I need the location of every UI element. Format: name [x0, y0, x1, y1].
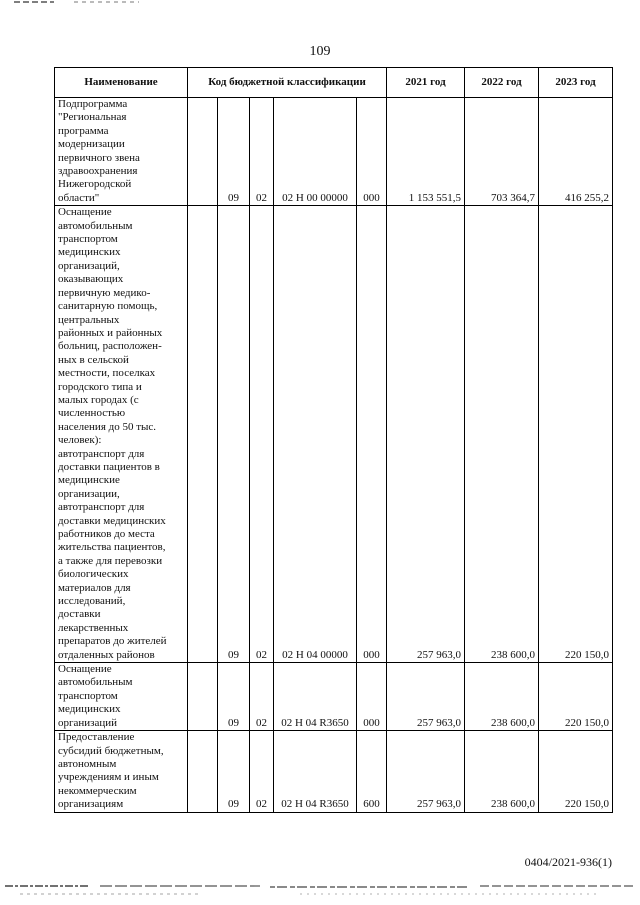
table-header-row: [55, 68, 613, 98]
row-name: [55, 663, 188, 731]
header-2022: 2022 год: [465, 68, 539, 98]
row-name-line: медицинских: [58, 246, 121, 259]
row-name-line: медицинские: [58, 474, 120, 487]
cell-v2022: 238 600,0: [465, 663, 539, 731]
row-name-line: организаций,: [58, 259, 120, 272]
table-row: [55, 206, 613, 663]
row-name-line: а также для перевозки: [58, 554, 163, 567]
row-name-line: транспортом: [58, 689, 118, 702]
row-name-line: местности, поселках: [58, 367, 156, 380]
row-name-line: "Региональная: [58, 111, 127, 124]
row-name-line: материалов для: [58, 581, 131, 594]
cell-c2: 09: [218, 206, 250, 663]
cell-c4: 02 Н 04 00000: [274, 206, 357, 663]
cell-v2021: 257 963,0: [387, 206, 465, 663]
cell-v2023: 220 150,0: [539, 663, 613, 731]
cell-c2: 09: [218, 731, 250, 812]
row-name-line: районных и районных: [58, 326, 163, 339]
cell-c5: 000: [357, 98, 387, 206]
row-name-line: Подпрограмма: [58, 98, 128, 110]
row-name-line: санитарную помощь,: [58, 300, 158, 313]
cell-c3: 02: [250, 206, 274, 663]
row-name-line: населения до 50 тыс.: [58, 420, 157, 433]
cell-c2: 09: [218, 663, 250, 731]
row-name-line: лекарственных: [58, 621, 129, 634]
row-name-line: человек):: [58, 434, 102, 447]
header-name: Наименование: [55, 68, 188, 98]
cell-c2: 09: [218, 98, 250, 206]
cell-c1: [188, 98, 218, 206]
row-name: [55, 731, 188, 812]
cell-v2022: 703 364,7: [465, 98, 539, 206]
row-name-line: первичного звена: [58, 151, 140, 164]
row-name-line: модернизации: [58, 138, 125, 151]
cell-v2022: 238 600,0: [465, 731, 539, 812]
row-name-line: городского типа и: [58, 380, 142, 393]
table-row: [55, 731, 613, 812]
row-name-line: автотранспорт для: [58, 501, 145, 514]
header-2021: 2021 год: [387, 68, 465, 98]
row-name-line: ных в сельской: [58, 353, 129, 366]
row-name-line: организации,: [58, 487, 120, 500]
row-name-line: Нижегородской: [58, 178, 132, 191]
table-row: [55, 98, 613, 206]
cell-v2021: 257 963,0: [387, 663, 465, 731]
row-name-line: Оснащение: [58, 206, 112, 219]
cell-c4: 02 Н 00 00000: [274, 98, 357, 206]
row-name-line: исследований,: [58, 595, 126, 608]
row-name-line: медицинских: [58, 703, 121, 716]
row-name-line: программа: [58, 124, 109, 137]
row-name-line: жительства пациентов,: [58, 541, 166, 554]
header-2023: 2023 год: [539, 68, 613, 98]
row-name-line: центральных: [58, 313, 120, 326]
row-name-line: доставки: [58, 608, 101, 621]
row-name-line: оказывающих: [58, 273, 124, 286]
cell-c1: [188, 663, 218, 731]
cell-c5: 000: [357, 206, 387, 663]
row-name-line: учреждениям и иным: [58, 771, 159, 784]
cell-v2023: 220 150,0: [539, 731, 613, 812]
row-name-line: области": [58, 191, 100, 204]
cell-c1: [188, 731, 218, 812]
row-name-line: организациям: [58, 798, 124, 811]
row-name-line: некоммерческим: [58, 784, 137, 797]
scan-bottom-artifacts: [0, 880, 640, 900]
row-name-line: доставки пациентов в: [58, 460, 160, 473]
table-row: [55, 663, 613, 731]
row-name-line: субсидий бюджетным,: [58, 744, 164, 757]
cell-v2021: 257 963,0: [387, 731, 465, 812]
row-name-line: автомобильным: [58, 219, 133, 232]
row-name-line: организаций: [58, 716, 118, 729]
cell-c4: 02 Н 04 R3650: [274, 663, 357, 731]
row-name: [55, 98, 188, 206]
row-name-line: биологических: [58, 568, 129, 581]
cell-c5: 600: [357, 731, 387, 812]
row-name-line: автотранспорт для: [58, 447, 145, 460]
cell-c4: 02 Н 04 R3650: [274, 731, 357, 812]
cell-c3: 02: [250, 98, 274, 206]
document-code: 0404/2021-936(1): [524, 855, 612, 869]
row-name-line: транспортом: [58, 233, 118, 246]
page-number: 109: [309, 44, 331, 59]
cell-v2022: 238 600,0: [465, 206, 539, 663]
row-name-line: первичную медико-: [58, 286, 151, 299]
row-name-line: Оснащение: [58, 663, 112, 676]
row-name-line: малых городах (с: [58, 393, 139, 406]
cell-v2023: 416 255,2: [539, 98, 613, 206]
budget-table: [54, 67, 613, 813]
scan-top-mark: [14, 0, 144, 4]
row-name: [55, 206, 188, 663]
header-code: Код бюджетной классификации: [188, 68, 387, 98]
cell-c3: 02: [250, 663, 274, 731]
row-name-line: автомобильным: [58, 676, 133, 689]
row-name-line: больниц, расположен-: [58, 340, 162, 353]
cell-c1: [188, 206, 218, 663]
cell-c3: 02: [250, 731, 274, 812]
row-name-line: работников до места: [58, 528, 155, 540]
cell-v2023: 220 150,0: [539, 206, 613, 663]
cell-c5: 000: [357, 663, 387, 731]
row-name-line: доставки медицинских: [58, 514, 166, 527]
cell-v2021: 1 153 551,5: [387, 98, 465, 206]
row-name-line: препаратов до жителей: [58, 635, 167, 648]
row-name-line: автономным: [58, 757, 117, 770]
row-name-line: численностью: [58, 407, 126, 420]
row-name-line: Предоставление: [58, 731, 135, 744]
row-name-line: отдаленных районов: [58, 648, 155, 661]
row-name-line: здравоохранения: [58, 165, 138, 178]
